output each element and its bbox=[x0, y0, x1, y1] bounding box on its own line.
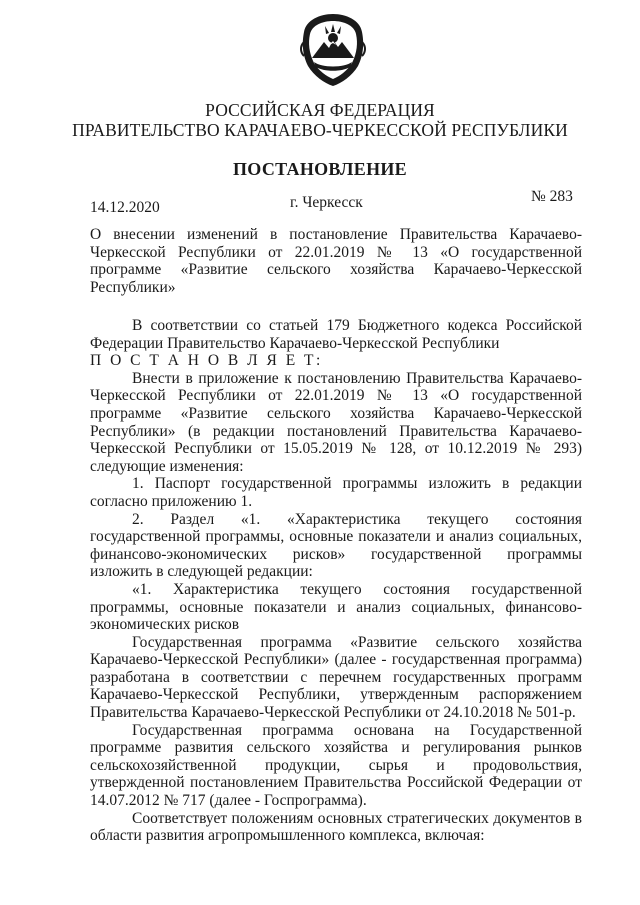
body-paragraph-4: «1. Характеристика текущего состояния государственной программы, основные показатели и анализ социальных, финансово-экономических рисков bbox=[90, 580, 582, 634]
document-type: ПОСТАНОВЛЕНИЕ bbox=[233, 159, 407, 179]
document-title: О внесении изменений в постановление Правительства Карачаево-Черкесской Республики от 22.01.2019 № 13 «О государственной программе «Развитие сельского хозяйства Карачаево-Черкесской Республики» bbox=[90, 226, 582, 296]
body-paragraph-1: Внести в приложение к постановлению Правительства Карачаево-Черкесской Республики от 22.01.2019 № 13 «О государственной программе «Развитие сельского хозяйства Карачаево-Черкесской Республики» (в редакции постановлений Правительства Карачаево-Черкесской Республики от 15.05.2019 № 128, от 10.12.2019 № 293) следующие изменения: bbox=[90, 369, 582, 475]
header-country: РОССИЙСКАЯ ФЕДЕРАЦИЯ bbox=[205, 100, 435, 120]
body-paragraph-2: 1. Паспорт государственной программы изложить в редакции согласно приложению 1. bbox=[90, 475, 582, 510]
document-body bbox=[90, 317, 582, 845]
preamble-paragraph: В соответствии со статьей 179 Бюджетного кодекса Российской Федерации Правительство Карачаево-Черкесской Республики bbox=[90, 317, 582, 352]
document-number: № 283 bbox=[531, 188, 573, 205]
document-date: 14.12.2020 bbox=[90, 199, 160, 216]
header-government: ПРАВИТЕЛЬСТВО КАРАЧАЕВО-ЧЕРКЕССКОЙ РЕСПУБЛИКИ bbox=[72, 120, 568, 140]
body-paragraph-5: Государственная программа «Развитие сельского хозяйства Карачаево-Черкесской Республики» (далее - государственная программа) разработана в соответствии с перечнем государственных программ Карачаево-Черкесской Республики, утвержденным распоряжением Правительства Карачаево-Черкесской Республики от 24.10.2018 № 501-р. bbox=[90, 633, 582, 722]
body-paragraph-7: Соответствует положениям основных стратегических документов в области развития агропромышленного комплекса, включая: bbox=[90, 809, 582, 845]
coat-of-arms-emblem bbox=[298, 12, 368, 88]
body-paragraph-3: 2. Раздел «1. «Характеристика текущего состояния государственной программы, основные показатели и анализ социальных, финансово-экономических рисков» государственной программы изложить в следующей редакции: bbox=[90, 510, 582, 581]
document-city: г. Черкесск bbox=[290, 194, 363, 211]
decree-word: П О С Т А Н О В Л Я Е Т: bbox=[90, 352, 323, 370]
body-paragraph-6: Государственная программа основана на Государственной программе развития сельского хозяйства и регулирования рынков сельскохозяйственной продукции, сырья и продовольствия, утвержденной постановлением Правительства Российской Федерации от 14.07.2012 № 717 (далее - Госпрограмма). bbox=[90, 721, 582, 810]
